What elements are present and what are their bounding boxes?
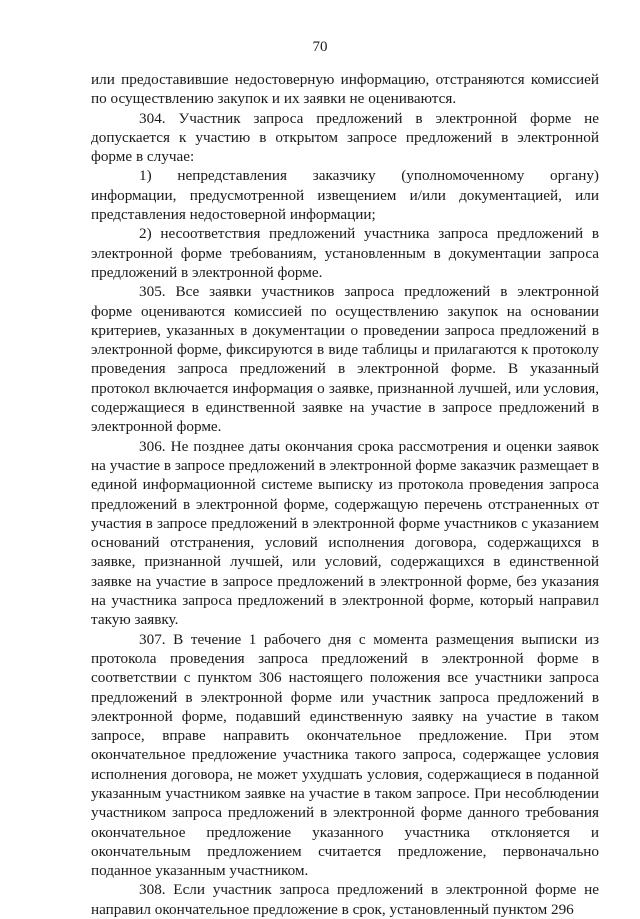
- paragraph-304-item-2: 2) несоответствия предложений участника запроса предложений в электронной форме требованиям, установленным в документации запроса предложений в электронной форме.: [91, 225, 599, 281]
- paragraph-306: 306. Не позднее даты окончания срока рассмотрения и оценки заявок на участие в запросе предложений в электронной форме заказчик размещает в единой информационной системе выписку из протокола проведения запроса предложений в электронной форме, содержащую перечень отстраненных от участия в запросе предложений в электронной форме участников с указанием оснований отстранения, условий исполнения договора, содержащихся в заявке, признанной лучшей, или условий, содержащихся в единственной заявке на участие в запросе предложений в электронной форме, без указания на участника запроса предложений в электронной форме, который направил такую заявку.: [91, 437, 599, 629]
- document-body: [91, 70, 599, 919]
- paragraph-304-item-1: 1) непредставления заказчику (уполномоченному органу) информации, предусмотренной извещением и/или документацией, или представления недостоверной информации;: [91, 167, 599, 224]
- paragraph-continuation: или предоставившие недостоверную информацию, отстраняются комиссией по осуществлению закупок и их заявки не оцениваются.: [91, 71, 599, 108]
- paragraph-304: 304. Участник запроса предложений в электронной форме не допускается к участию в открытом запросе предложений в электронной форме в случае:: [91, 109, 599, 166]
- page-number: 70: [312, 39, 328, 55]
- paragraph-305: 305. Все заявки участников запроса предложений в электронной форме оцениваются комиссией по осуществлению закупок на основании критериев, указанных в документации о проведении запроса предложений в электронной форме, фиксируются в виде таблицы и прилагаются к протоколу проведения запроса предложений в электронной форме. В указанный протокол включается информация о заявке, признанной лучшей, или условия, содержащиеся в единственной заявке на участие в запросе предложений в электронной форме.: [91, 283, 599, 436]
- paragraph-308: 308. Если участник запроса предложений в электронной форме не направил окончательное предложение в срок, установленный пунктом 296: [91, 881, 599, 918]
- paragraph-307: 307. В течение 1 рабочего дня с момента размещения выписки из протокола проведения запроса предложений в электронной форме в соответствии с пунктом 306 настоящего положения все участники запроса предложений в электронной форме или участник запроса предложений в электронной форме, подавший единственную заявку на участие в таком запросе, вправе направить окончательное предложение. При этом окончательное предложение участника такого запроса, содержащее условия исполнения договора, не может ухудшать условия, содержащиеся в поданной указанным участником заявке на участие в таком запросе. При несоблюдении участником запроса предложений в электронной форме данного требования окончательное предложение указанного участника отклоняется и окончательным предложением считается предложение, первоначально поданное указанным участником.: [91, 630, 599, 880]
